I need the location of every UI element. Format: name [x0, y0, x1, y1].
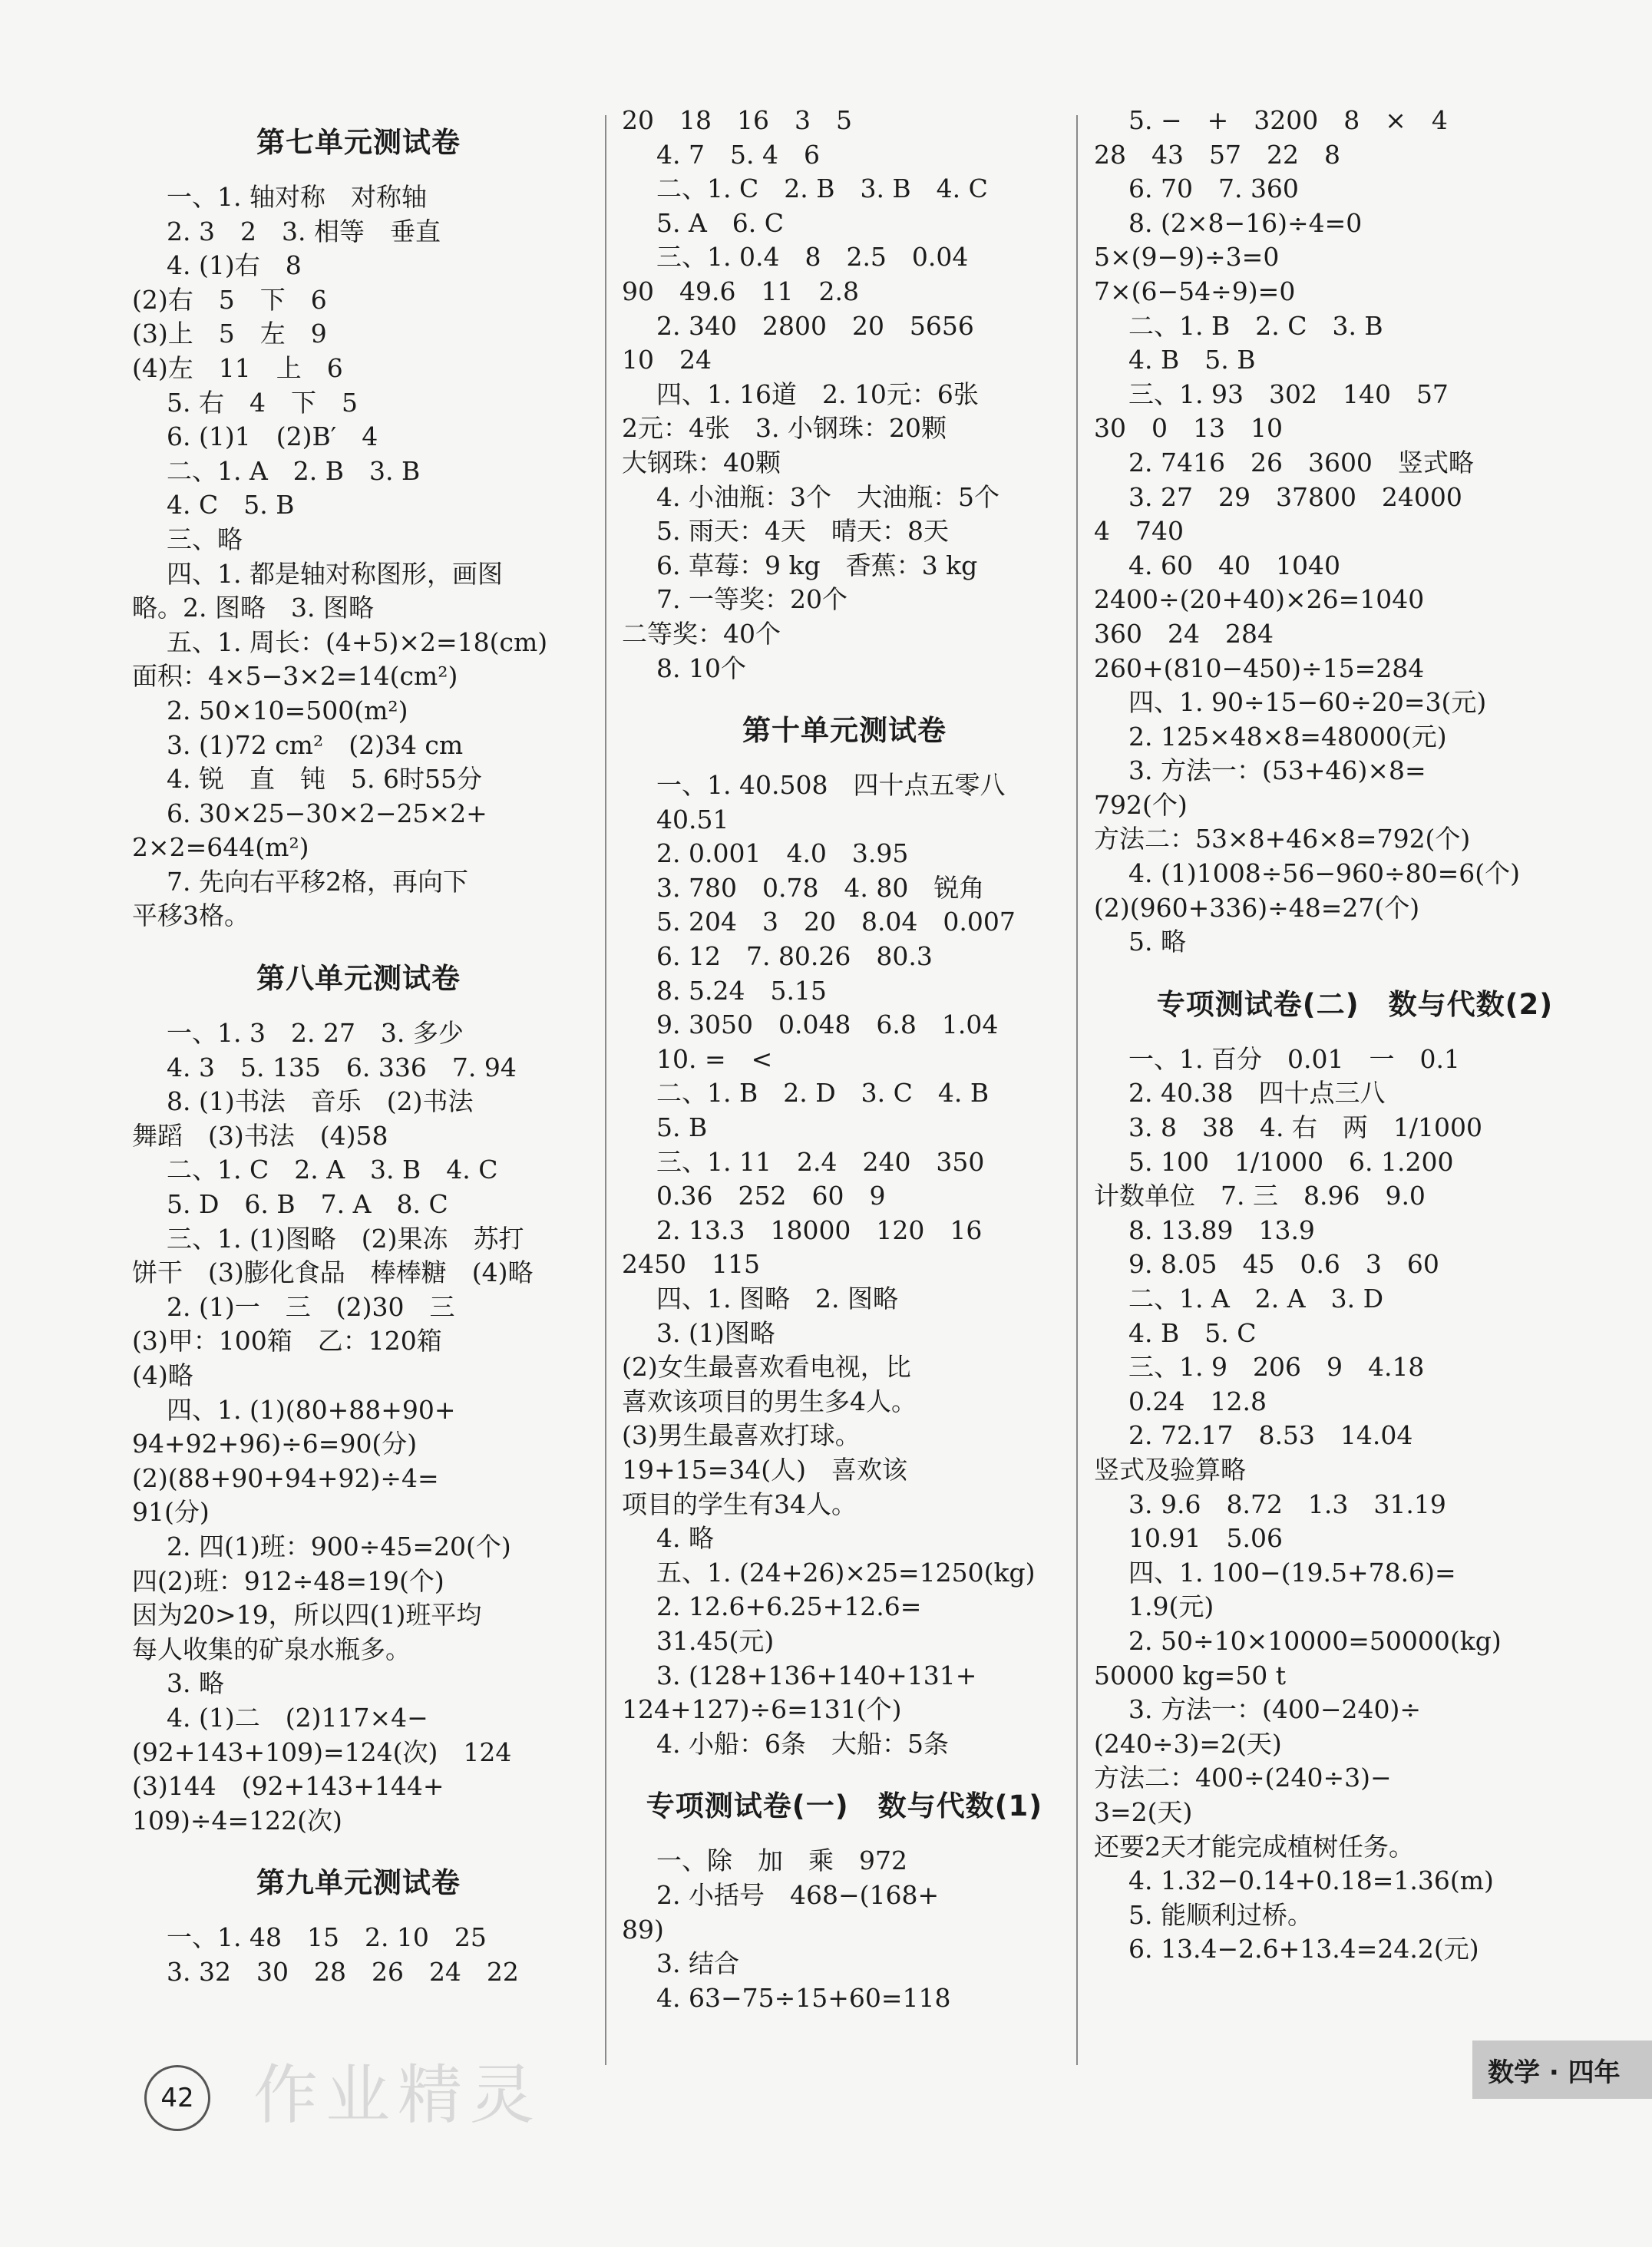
answer-line: 4. B 5. C	[1128, 1317, 1257, 1348]
watermark: 作业精灵	[253, 2057, 543, 2133]
answer-line: 2. 3 2 3. 相等 垂直	[167, 216, 441, 246]
answer-line: 3. 780 0.78 4. 80 锐角	[656, 872, 985, 903]
answer-line: 5. A 6. C	[656, 207, 785, 238]
answer-line: 2. 50÷10×10000=50000(kg)	[1128, 1625, 1502, 1656]
answer-line: 5. B	[656, 1112, 708, 1143]
answer-line: 10. = <	[656, 1043, 773, 1074]
answer-line: (3)男生最喜欢打球。	[622, 1420, 861, 1451]
answer-line: 2. 72.17 8.53 14.04	[1128, 1420, 1413, 1451]
answer-line: (2)(88+90+94+92)÷4=	[132, 1462, 439, 1493]
answer-line: 7. 先向右平移2格，再向下	[167, 866, 468, 897]
answer-section	[622, 1783, 1067, 2015]
answer-line: 4. 小油瓶：3个 大油瓶：5个	[656, 481, 999, 512]
answer-line: 2400÷(20+40)×26=1040	[1094, 584, 1425, 615]
answer-section	[1094, 104, 1616, 960]
answer-line: 四、1. 图略 2. 图略	[656, 1284, 898, 1314]
answer-line: 28 43 57 22 8	[1094, 139, 1340, 170]
answer-line: 2. (1)一 三 (2)30 三	[167, 1291, 455, 1322]
answer-line: 3. (1)图略	[656, 1317, 775, 1348]
answer-line: 9. 8.05 45 0.6 3 60	[1128, 1249, 1439, 1280]
answer-line: 3. 方法一：(53+46)×8=	[1128, 755, 1426, 786]
answer-line: 19+15=34(人) 喜欢该	[622, 1454, 908, 1485]
answer-section	[1094, 981, 1616, 1967]
answer-column-2	[622, 104, 1067, 2037]
answer-line: 四、1. 16道 2. 10元：6张	[656, 378, 979, 409]
answer-line: 792(个)	[1094, 789, 1188, 820]
answer-line: 平移3格。	[132, 900, 249, 931]
answer-line: 8. (2×8−16)÷4=0	[1128, 207, 1363, 238]
answer-line: 二、1. A 2. A 3. D	[1128, 1284, 1384, 1314]
answer-line: 三、1. (1)图略 (2)果冻 苏打	[167, 1223, 524, 1254]
answer-line: 4. 7 5. 4 6	[656, 139, 820, 170]
answer-line: 2. 125×48×8=48000(元)	[1128, 721, 1447, 752]
answer-line: 360 24 284	[1094, 618, 1274, 649]
section-title: 第九单元测试卷	[256, 1866, 461, 1900]
answer-section	[132, 1859, 585, 1989]
answer-line: 3. (1)72 cm² (2)34 cm	[167, 729, 464, 760]
answer-line: 饼干 (3)膨化食品 棒棒糖 (4)略	[132, 1257, 534, 1288]
answer-line: 109)÷4=122(次)	[132, 1805, 342, 1836]
answer-line: 2. 四(1)班：900÷45=20(个)	[167, 1531, 511, 1561]
answer-line: 6. 30×25−30×2−25×2+	[167, 798, 487, 828]
answer-line: 4. C 5. B	[167, 490, 295, 520]
answer-line: 方法二：400÷(240÷3)−	[1094, 1763, 1392, 1793]
answer-line: 三、略	[167, 524, 243, 554]
section-title: 第十单元测试卷	[742, 714, 947, 748]
answer-section	[622, 707, 1067, 1761]
section-title: 第八单元测试卷	[256, 962, 461, 996]
section-title: 第七单元测试卷	[256, 126, 461, 159]
answer-line: 10 24	[622, 345, 712, 375]
answer-line: 2. 40.38 四十点三八	[1128, 1078, 1386, 1109]
answer-line: 一、1. 3 2. 27 3. 多少	[167, 1018, 464, 1049]
answer-line: 5. D 6. B 7. A 8. C	[167, 1189, 448, 1220]
answer-line: 4. 3 5. 135 6. 336 7. 94	[167, 1052, 517, 1082]
answer-line: 四、1. 100−(19.5+78.6)=	[1128, 1557, 1456, 1588]
answer-line: 0.36 252 60 9	[656, 1181, 886, 1211]
answer-line: 4. (1)1008÷56−960÷80=6(个)	[1128, 858, 1521, 889]
answer-line: 五、1. 周长：(4+5)×2=18(cm)	[167, 626, 548, 657]
answer-line: 30 0 13 10	[1094, 413, 1283, 444]
answer-line: (4)左 11 上 6	[132, 352, 343, 383]
answer-line: 还要2天才能完成植树任务。	[1094, 1831, 1414, 1862]
column-divider-left	[605, 115, 606, 2065]
answer-line: 5. − + 3200 8 × 4	[1128, 105, 1448, 135]
answer-section	[132, 119, 585, 933]
answer-line: 1.9(元)	[1128, 1591, 1214, 1622]
answer-line: 舞蹈 (3)书法 (4)58	[132, 1120, 388, 1151]
answer-line: 89)	[622, 1914, 664, 1945]
answer-line: 每人收集的矿泉水瓶多。	[132, 1634, 411, 1664]
answer-line: 4. 略	[656, 1523, 714, 1554]
answer-line: 2. 0.001 4.0 3.95	[656, 838, 909, 869]
answer-line: 5. 能顺利过桥。	[1128, 1899, 1313, 1930]
answer-line: 二、1. A 2. B 3. B	[167, 455, 421, 486]
answer-line: 三、1. 0.4 8 2.5 0.04	[656, 242, 969, 273]
answer-line: 2. 小括号 468−(168+	[656, 1879, 940, 1910]
answer-line: (3)144 (92+143+144+	[132, 1771, 444, 1802]
answer-line: 8. (1)书法 音乐 (2)书法	[167, 1086, 474, 1117]
answer-line: 3. 结合	[656, 1948, 739, 1979]
answer-line: 3. (128+136+140+131+	[656, 1660, 977, 1690]
answer-line: 20 18 16 3 5	[622, 105, 852, 135]
answer-line: 6. 草莓：9 kg 香蕉：3 kg	[656, 550, 978, 580]
subject-grade-tab: 数学 · 四年	[1472, 2040, 1652, 2099]
section-title: 专项测试卷(二) 数与代数(2)	[1156, 987, 1554, 1021]
answer-line: 一、1. 40.508 四十点五零八	[656, 770, 1006, 801]
answer-line: 124+127)÷6=131(个)	[622, 1694, 902, 1725]
answer-line: 4. (1)右 8	[167, 250, 302, 281]
answer-line: 一、1. 百分 0.01 一 0.1	[1128, 1043, 1460, 1074]
answer-line: 260+(810−450)÷15=284	[1094, 653, 1425, 683]
answer-section	[132, 955, 585, 1838]
answer-line: 7. 一等奖：20个	[656, 584, 847, 615]
answer-line: 二、1. B 2. D 3. C 4. B	[656, 1078, 990, 1109]
answer-line: 二等奖：40个	[622, 618, 781, 649]
answer-line: 三、1. 9 206 9 4.18	[1128, 1352, 1425, 1383]
answer-line: 10.91 5.06	[1128, 1523, 1283, 1554]
answer-line: 方法二：53×8+46×8=792(个)	[1094, 824, 1471, 854]
answer-line: 4. 小船：6条 大船：5条	[656, 1728, 949, 1759]
answer-line: 三、1. 93 302 140 57	[1128, 378, 1449, 409]
answer-line: 6. (1)1 (2)B′ 4	[167, 421, 378, 452]
answer-line: 31.45(元)	[656, 1625, 775, 1656]
column-divider-right	[1076, 115, 1078, 2065]
answer-line: (240÷3)=2(天)	[1094, 1728, 1282, 1759]
answer-line: 5. 100 1/1000 6. 1.200	[1128, 1146, 1454, 1177]
answer-line: 7×(6−54÷9)=0	[1094, 276, 1296, 306]
answer-line: 四(2)班：912÷48=19(个)	[132, 1565, 444, 1596]
answer-line: 0.24 12.8	[1128, 1386, 1267, 1416]
answer-section	[622, 104, 1067, 686]
answer-line: 2450 115	[622, 1249, 760, 1280]
answer-line: 50000 kg=50 t	[1094, 1660, 1286, 1690]
answer-line: 2. 50×10=500(m²)	[167, 695, 408, 725]
answer-line: 一、1. 48 15 2. 10 25	[167, 1922, 487, 1953]
section-title: 专项测试卷(一) 数与代数(1)	[646, 1789, 1043, 1823]
answer-line: 3. 8 38 4. 右 两 1/1000	[1128, 1112, 1483, 1143]
answer-line: 二、1. B 2. C 3. B	[1128, 310, 1383, 341]
answer-line: 2×2=644(m²)	[132, 832, 309, 863]
page-number: 42	[144, 2065, 210, 2131]
answer-line: 8. 13.89 13.9	[1128, 1214, 1315, 1245]
answer-line: (3)甲：100箱 乙：120箱	[132, 1326, 442, 1356]
answer-line: 4. 锐 直 钝 5. 6时55分	[167, 764, 482, 795]
answer-line: 3. 略	[167, 1668, 224, 1699]
answer-line: 计数单位 7. 三 8.96 9.0	[1094, 1181, 1426, 1211]
answer-line: 2. 12.6+6.25+12.6=	[656, 1591, 922, 1622]
answer-line: (2)右 5 下 6	[132, 284, 327, 315]
answer-line: 2. 340 2800 20 5656	[656, 310, 974, 341]
answer-line: 4. 1.32−0.14+0.18=1.36(m)	[1128, 1865, 1494, 1896]
answer-line: 5. 雨天：4天 晴天：8天	[656, 516, 949, 547]
answer-line: 三、1. 11 2.4 240 350	[656, 1146, 985, 1177]
answer-column-1	[132, 104, 585, 2011]
answer-line: 4. (1)二 (2)117×4−	[167, 1702, 428, 1733]
answer-line: 四、1. 都是轴对称图形，画图	[167, 558, 503, 589]
answer-line: 91(分)	[132, 1497, 210, 1528]
answer-line: 一、1. 轴对称 对称轴	[167, 182, 427, 212]
answer-line: 5. 右 4 下 5	[167, 387, 358, 418]
answer-line: 2元：4张 3. 小钢珠：20颗	[622, 413, 947, 444]
answer-line: 5×(9−9)÷3=0	[1094, 242, 1280, 273]
answer-line: 90 49.6 11 2.8	[622, 276, 859, 306]
answer-line: 3. 32 30 28 26 24 22	[167, 1956, 519, 1987]
answer-line: 大钢珠：40颗	[622, 447, 781, 477]
answer-line: (3)上 5 左 9	[132, 319, 327, 349]
answer-line: 4. 60 40 1040	[1128, 550, 1340, 580]
answer-line: 四、1. (1)(80+88+90+	[167, 1394, 456, 1425]
answer-line: 二、1. C 2. B 3. B 4. C	[656, 173, 988, 204]
answer-line: 一、除 加 乘 972	[656, 1846, 907, 1876]
answer-line: 4 740	[1094, 516, 1184, 547]
answer-line: 4. 63−75÷15+60=118	[656, 1982, 951, 2013]
answer-line: 40.51	[656, 804, 729, 834]
answer-line: 5. 204 3 20 8.04 0.007	[656, 907, 1016, 937]
answer-line: 8. 5.24 5.15	[656, 975, 827, 1006]
answer-line: 项目的学生有34人。	[622, 1489, 857, 1519]
answer-line: (92+143+109)=124(次) 124	[132, 1736, 512, 1767]
answer-line: 略。2. 图略 3. 图略	[132, 593, 374, 623]
answer-line: 因为20>19，所以四(1)班平均	[132, 1600, 482, 1631]
answer-line: 喜欢该项目的男生多4人。	[622, 1386, 917, 1416]
answer-line: 6. 13.4−2.6+13.4=24.2(元)	[1128, 1934, 1479, 1964]
answer-line: 二、1. C 2. A 3. B 4. C	[167, 1155, 498, 1185]
answer-line: 2. 13.3 18000 120 16	[656, 1214, 983, 1245]
answer-line: 5. 略	[1128, 927, 1186, 957]
answer-line: 9. 3050 0.048 6.8 1.04	[656, 1009, 999, 1040]
answer-line: 2. 7416 26 3600 竖式略	[1128, 447, 1474, 477]
answer-line: 竖式及验算略	[1094, 1454, 1246, 1485]
answer-line: 五、1. (24+26)×25=1250(kg)	[656, 1557, 1036, 1588]
answer-line: 3. 方法一：(400−240)÷	[1128, 1694, 1421, 1725]
answer-line: 6. 70 7. 360	[1128, 173, 1299, 204]
answer-line: 3. 27 29 37800 24000	[1128, 481, 1462, 512]
answer-line: 面积：4×5−3×2=14(cm²)	[132, 661, 458, 692]
answer-line: 3=2(天)	[1094, 1796, 1193, 1827]
answer-line: (2)女生最喜欢看电视，比	[622, 1352, 911, 1383]
answer-line: (2)(960+336)÷48=27(个)	[1094, 892, 1420, 923]
answer-line: (4)略	[132, 1360, 193, 1390]
answer-column-3	[1094, 104, 1616, 1988]
answer-line: 6. 12 7. 80.26 80.3	[656, 941, 933, 972]
answer-line: 4. B 5. B	[1128, 345, 1256, 375]
answer-line: 8. 10个	[656, 653, 746, 683]
answer-line: 94+92+96)÷6=90(分)	[132, 1429, 418, 1459]
answer-line: 四、1. 90÷15−60÷20=3(元)	[1128, 687, 1487, 718]
answer-line: 3. 9.6 8.72 1.3 31.19	[1128, 1489, 1446, 1519]
